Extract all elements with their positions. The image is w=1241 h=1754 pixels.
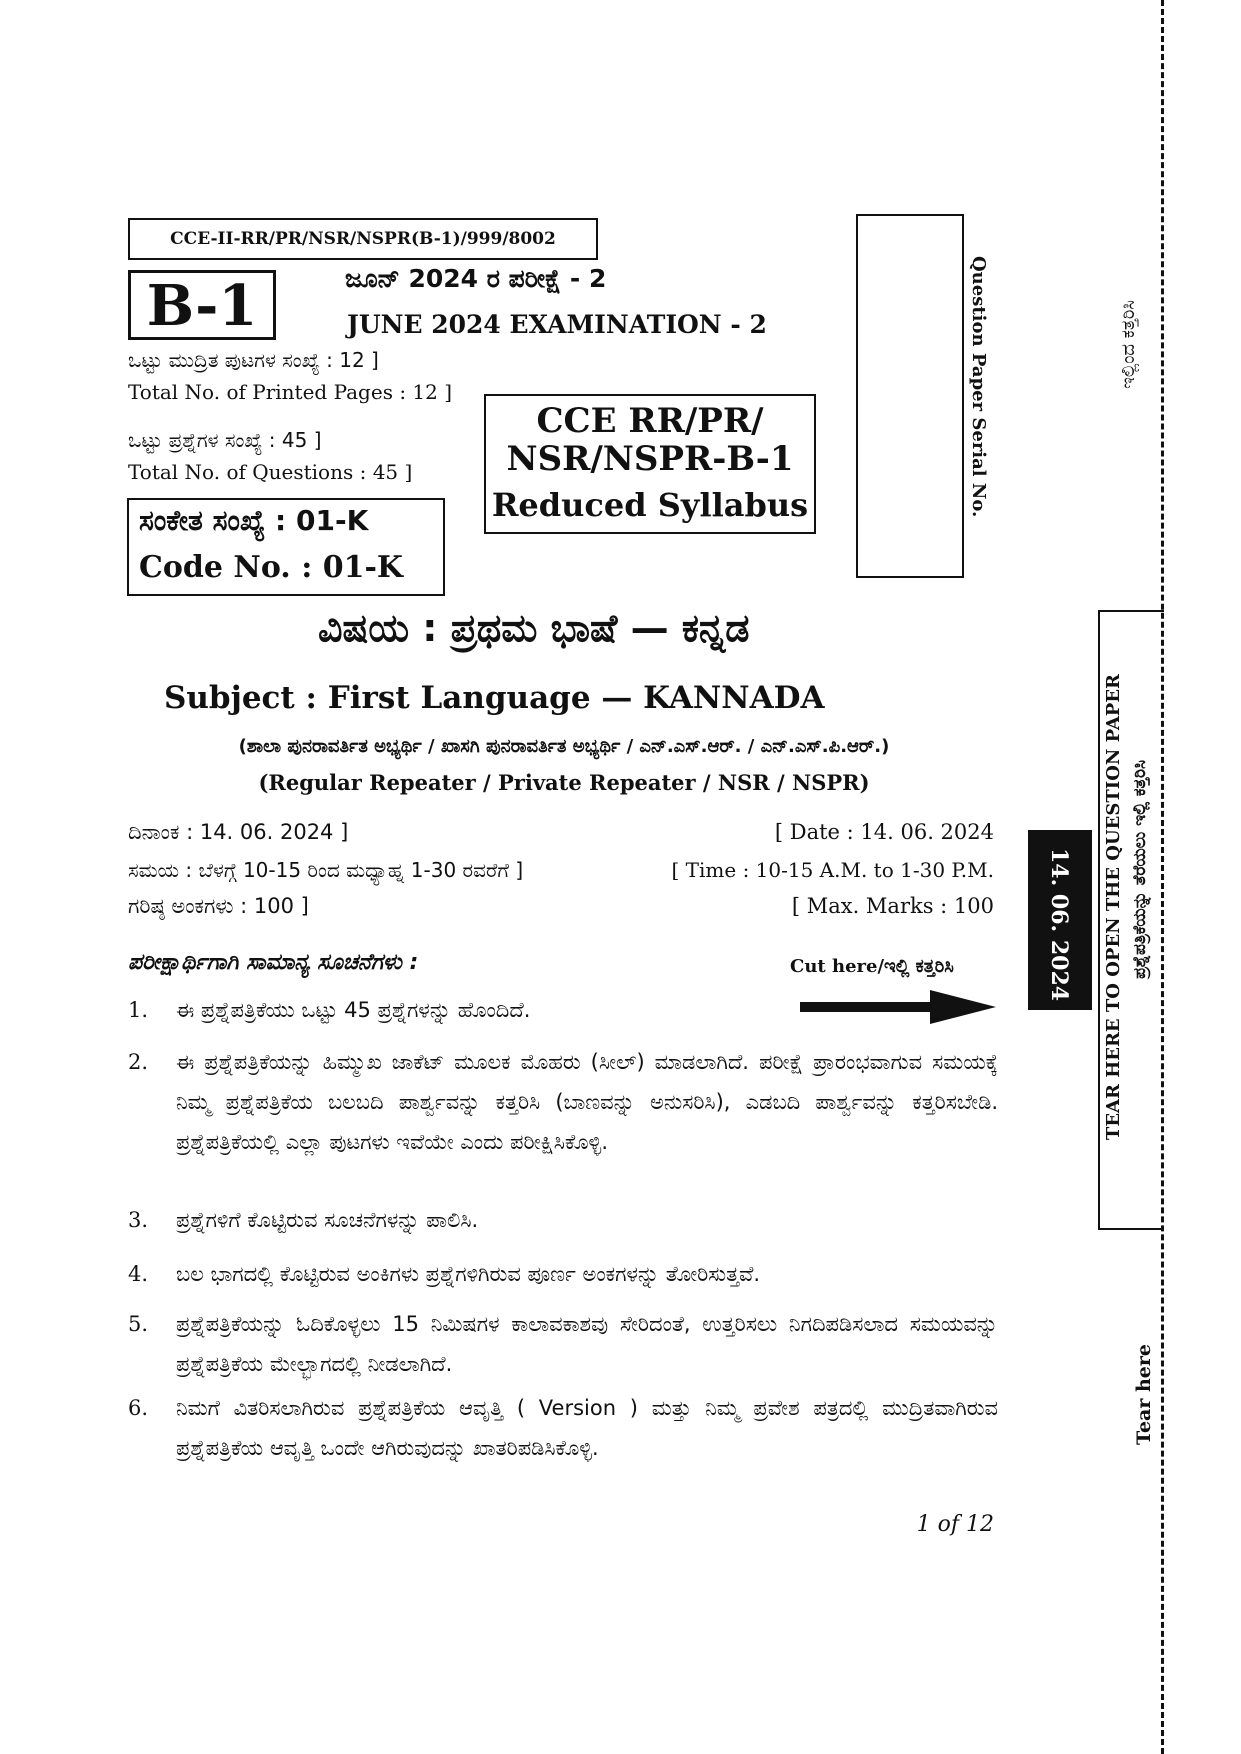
instruction-text: ಈ ಪ್ರಶ್ನೆಪತ್ರಿಕೆಯು ಒಟ್ಟು 45 ಪ್ರಶ್ನೆಗಳನ್ನು ಹೊಂದಿದೆ.: [176, 998, 531, 1022]
syllabus-box: [484, 394, 816, 534]
instruction-number: 3.: [128, 1208, 149, 1232]
date-kannada: ದಿನಾಂಕ : 14. 06. 2024 ]: [128, 820, 349, 844]
instruction-number: 6.: [128, 1396, 149, 1420]
candidates-english: (Regular Repeater / Private Repeater / NSR / NSPR): [258, 770, 870, 795]
marks-english: [ Max. Marks : 100: [791, 894, 994, 918]
code-kannada: ಸಂಕೇತ ಸಂಖ್ಯೆ : 01-K: [139, 504, 369, 537]
code-box: [127, 498, 445, 596]
exam-title-english: JUNE 2024 EXAMINATION - 2: [347, 310, 767, 339]
instruction-text: ಈ ಪ್ರಶ್ನೆಪತ್ರಿಕೆಯನ್ನು ಹಿಮ್ಮುಖ ಜಾಕೆಟ್ ಮೂಲಕ ಮೊಹರು (ಸೀಲ್) ಮಾಡಲಾಗಿದೆ. ಪರೀಕ್ಷೆ ಪ್ರಾರಂಭವಾಗುವ ಸಮಯಕ್ಕೆ ನಿಮ್ಮ ಪ್ರಶ್ನೆಪತ್ರಿಕೆಯ ಬಲಬದಿ ಪಾರ್ಶ್ವವನ್ನು ಕತ್ತರಿಸಿ (ಬಾಣವನ್ನು ಅನುಸರಿಸಿ), ಎಡಬದಿ ಪಾರ್ಶ್ವವನ್ನು ಕತ್ತರಿಸಬೇಡಿ. ಪ್ರಶ್ನೆಪತ್ರಿಕೆಯಲ್ಲಿ ಎಲ್ಲಾ ಪುಟಗಳು ಇವೆಯೇ ಎಂದು ಪರೀಕ್ಷಿಸಿಕೊಳ್ಳಿ.: [176, 1050, 998, 1154]
instruction-number: 1.: [128, 998, 149, 1022]
instruction-text: ಬಲ ಭಾಗದಲ್ಲಿ ಕೊಟ್ಟಿರುವ ಅಂಕಿಗಳು ಪ್ರಶ್ನೆಗಳಿಗಿರುವ ಪೂರ್ಣ ಅಂಕಗಳನ್ನು ತೋರಿಸುತ್ತವೆ.: [176, 1262, 761, 1286]
version-box: [128, 270, 276, 340]
instruction-number: 4.: [128, 1262, 149, 1286]
paper-code-box: [128, 218, 598, 260]
top-cut-here-kannada: ಇಲ್ಲಿಂದ ಕತ್ತರಿಸಿ: [1118, 300, 1139, 389]
questions-count-kannada: ಒಟ್ಟು ಪ್ರಶ್ನೆಗಳ ಸಂಖ್ಯೆ : 45 ]: [128, 428, 322, 452]
syllabus-line-3: Reduced Syllabus: [491, 486, 809, 524]
exam-title-kannada: ಜೂನ್ 2024 ರ ಪರೀಕ್ಷೆ - 2: [345, 264, 607, 293]
questions-count-english: Total No. of Questions : 45 ]: [128, 460, 413, 484]
time-english: [ Time : 10-15 A.M. to 1-30 P.M.: [671, 858, 994, 882]
pages-count-kannada: ಒಟ್ಟು ಮುದ್ರಿತ ಪುಟಗಳ ಸಂಖ್ಯೆ : 12 ]: [128, 348, 379, 372]
serial-number-label: Question Paper Serial No.: [968, 256, 989, 518]
pages-count-english: Total No. of Printed Pages : 12 ]: [128, 380, 453, 404]
time-kannada: ಸಮಯ : ಬೆಳಗ್ಗೆ 10-15 ರಿಂದ ಮಧ್ಯಾಹ್ನ 1-30 ರವರೆಗೆ ]: [128, 858, 524, 882]
date-english: [ Date : 14. 06. 2024: [774, 820, 994, 844]
paper-code: CCE-II-RR/PR/NSR/NSPR(B-1)/999/8002: [170, 229, 556, 249]
instruction-text: ಪ್ರಶ್ನೆಗಳಿಗೆ ಕೊಟ್ಟಿರುವ ಸೂಚನೆಗಳನ್ನು ಪಾಲಿಸಿ.: [176, 1208, 479, 1232]
candidates-kannada: (ಶಾಲಾ ಪುನರಾವರ್ತಿತ ಅಭ್ಯರ್ಥಿ / ಖಾಸಗಿ ಪುನರಾವರ್ತಿತ ಅಭ್ಯರ್ಥಿ / ಎನ್.ಎಸ್.ಆರ್. / ಎನ್.ಎಸ್.ಪಿ.ಆರ್.): [238, 736, 890, 757]
instruction-number: 2.: [128, 1050, 149, 1074]
syllabus-line-2: NSR/NSPR-B-1: [506, 439, 794, 479]
tear-here-label: Tear here: [1133, 1344, 1155, 1445]
instructions-heading: ಪರೀಕ್ಷಾರ್ಥಿಗಾಗಿ ಸಾಮಾನ್ಯ ಸೂಚನೆಗಳು :: [128, 950, 419, 975]
code-english: Code No. : 01-K: [139, 550, 403, 585]
subject-english: Subject : First Language — KANNADA: [164, 680, 825, 716]
version-label: B-1: [146, 273, 258, 339]
serial-number-box: [856, 214, 964, 578]
marks-kannada: ಗರಿಷ್ಠ ಅಂಕಗಳು : 100 ]: [128, 894, 309, 918]
date-tab-text: 14. 06. 2024: [1046, 848, 1072, 1002]
instruction-text: ಪ್ರಶ್ನೆಪತ್ರಿಕೆಯನ್ನು ಓದಿಕೊಳ್ಳಲು 15 ನಿಮಿಷಗಳ ಕಾಲಾವಕಾಶವು ಸೇರಿದಂತೆ, ಉತ್ತರಿಸಲು ನಿಗದಿಪಡಿಸಲಾದ ಸಮಯವನ್ನು ಪ್ರಶ್ನೆಪತ್ರಿಕೆಯ ಮೇಲ್ಭಾಗದಲ್ಲಿ ನೀಡಲಾಗಿದೆ.: [176, 1312, 998, 1376]
instruction-number: 5.: [128, 1312, 149, 1336]
subject-kannada: ವಿಷಯ : ಪ್ರಥಮ ಭಾಷೆ — ಕನ್ನಡ: [318, 606, 750, 650]
tear-instructions-english: TEAR HERE TO OPEN THE QUESTION PAPER: [1103, 674, 1124, 1141]
syllabus-line-1: CCE RR/PR/: [536, 401, 764, 441]
instruction-text: ನಿಮಗೆ ವಿತರಿಸಲಾಗಿರುವ ಪ್ರಶ್ನೆಪತ್ರಿಕೆಯ ಆವೃತ್ತಿ ( Version ) ಮತ್ತು ನಿಮ್ಮ ಪ್ರವೇಶ ಪತ್ರದಲ್ಲಿ ಮುದ್ರಿತವಾಗಿರುವ ಪ್ರಶ್ನೆಪತ್ರಿಕೆಯ ಆವೃತ್ತಿ ಒಂದೇ ಆಗಿರುವುದನ್ನು ಖಾತರಿಪಡಿಸಿಕೊಳ್ಳಿ.: [176, 1396, 998, 1460]
cut-here-label: Cut here/ಇಲ್ಲಿ ಕತ್ತರಿಸಿ: [790, 956, 954, 977]
tear-instructions-kannada: ಪ್ರಶ್ನೆಪತ್ರಿಕೆಯನ್ನು ತೆರೆಯಲು ಇಲ್ಲಿ ಕತ್ತರಿಸಿ: [1130, 760, 1150, 979]
page-number: 1 of 12: [916, 1512, 994, 1537]
